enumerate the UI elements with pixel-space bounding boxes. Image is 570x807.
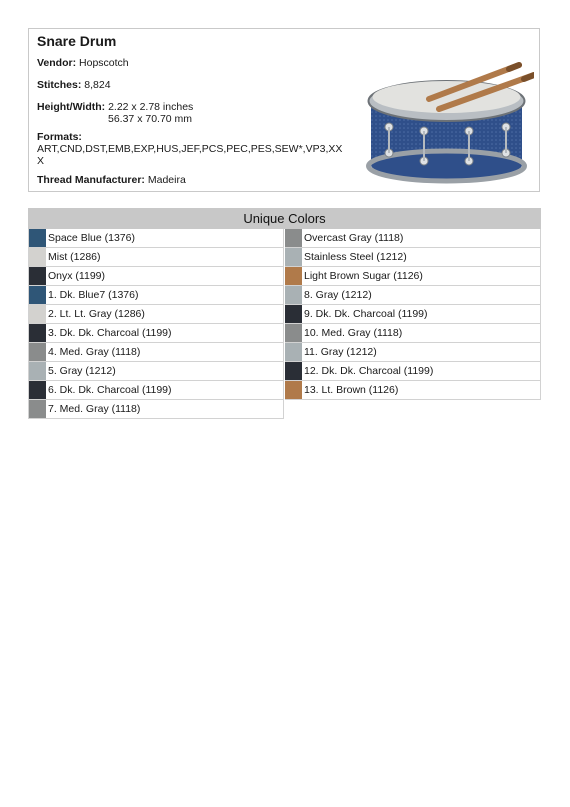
color-row — [285, 343, 541, 362]
color-row — [28, 362, 284, 381]
color-label: Mist (1286) — [48, 251, 101, 263]
color-swatch — [285, 324, 302, 342]
formats-row — [37, 131, 347, 167]
design-info-card — [28, 28, 540, 192]
color-row — [28, 248, 284, 267]
color-row — [28, 381, 284, 400]
color-swatch — [29, 305, 46, 323]
color-row — [28, 229, 284, 248]
color-row — [285, 229, 541, 248]
color-row — [28, 324, 284, 343]
color-row — [285, 305, 541, 324]
thread-value: Madeira — [147, 174, 186, 186]
color-row — [285, 324, 541, 343]
unique-colors-header: Unique Colors — [28, 208, 541, 229]
stitches-value: 8,824 — [84, 79, 111, 91]
color-row — [28, 343, 284, 362]
colors-right-column — [285, 229, 541, 400]
size-inches: 2.22 x 2.78 inches — [108, 101, 194, 113]
color-swatch — [285, 381, 302, 399]
size-mm: 56.37 x 70.70 mm — [108, 113, 193, 125]
color-row — [28, 305, 284, 324]
colors-left-column — [28, 229, 284, 419]
color-label: 5. Gray (1212) — [48, 365, 116, 377]
color-swatch — [285, 267, 302, 285]
color-label: 13. Lt. Brown (1126) — [304, 384, 399, 396]
color-label: Onyx (1199) — [48, 270, 105, 282]
color-row — [28, 267, 284, 286]
color-label: 8. Gray (1212) — [304, 289, 372, 301]
color-swatch — [285, 362, 302, 380]
formats-value: ART,CND,DST,EMB,EXP,HUS,JEF,PCS,PEC,PES,SEW*,VP3,XXX — [37, 143, 343, 167]
color-label: Overcast Gray (1118) — [304, 232, 404, 244]
color-label: 7. Med. Gray (1118) — [48, 403, 141, 415]
snare-drum-image — [359, 39, 534, 184]
color-swatch — [285, 343, 302, 361]
size-row — [37, 101, 193, 125]
color-label: 9. Dk. Dk. Charcoal (1199) — [304, 308, 428, 320]
color-swatch — [29, 343, 46, 361]
size-label: Height/Width: — [37, 101, 106, 113]
color-label: 12. Dk. Dk. Charcoal (1199) — [304, 365, 434, 377]
color-swatch — [29, 286, 46, 304]
color-row — [285, 267, 541, 286]
color-label: 4. Med. Gray (1118) — [48, 346, 141, 358]
color-swatch — [29, 381, 46, 399]
unique-colors-table — [28, 208, 541, 415]
color-label: 2. Lt. Lt. Gray (1286) — [48, 308, 145, 320]
color-row — [28, 286, 284, 305]
color-swatch — [29, 229, 46, 247]
color-row — [285, 286, 541, 305]
color-swatch — [29, 324, 46, 342]
thread-label: Thread Manufacturer: — [37, 174, 145, 186]
color-label: 3. Dk. Dk. Charcoal (1199) — [48, 327, 172, 339]
vendor-label: Vendor: — [37, 57, 77, 69]
color-row — [28, 400, 284, 419]
stitches-row — [37, 79, 111, 91]
color-swatch — [29, 248, 46, 266]
color-label: 6. Dk. Dk. Charcoal (1199) — [48, 384, 172, 396]
color-swatch — [285, 248, 302, 266]
color-label: Space Blue (1376) — [48, 232, 135, 244]
design-title: Snare Drum — [37, 33, 117, 49]
color-swatch — [285, 286, 302, 304]
color-label: 1. Dk. Blue7 (1376) — [48, 289, 139, 301]
thread-row — [37, 174, 186, 186]
stitches-label: Stitches: — [37, 79, 82, 91]
vendor-row — [37, 57, 129, 69]
color-row — [285, 248, 541, 267]
color-swatch — [285, 305, 302, 323]
color-label: Light Brown Sugar (1126) — [304, 270, 423, 282]
color-swatch — [29, 267, 46, 285]
color-row — [285, 362, 541, 381]
vendor-value: Hopscotch — [79, 57, 129, 69]
color-swatch — [285, 229, 302, 247]
color-label: 10. Med. Gray (1118) — [304, 327, 403, 339]
color-swatch — [29, 362, 46, 380]
color-label: Stainless Steel (1212) — [304, 251, 407, 263]
color-swatch — [29, 400, 46, 418]
formats-label: Formats: — [37, 131, 82, 143]
color-label: 11. Gray (1212) — [304, 346, 377, 358]
color-row — [285, 381, 541, 400]
